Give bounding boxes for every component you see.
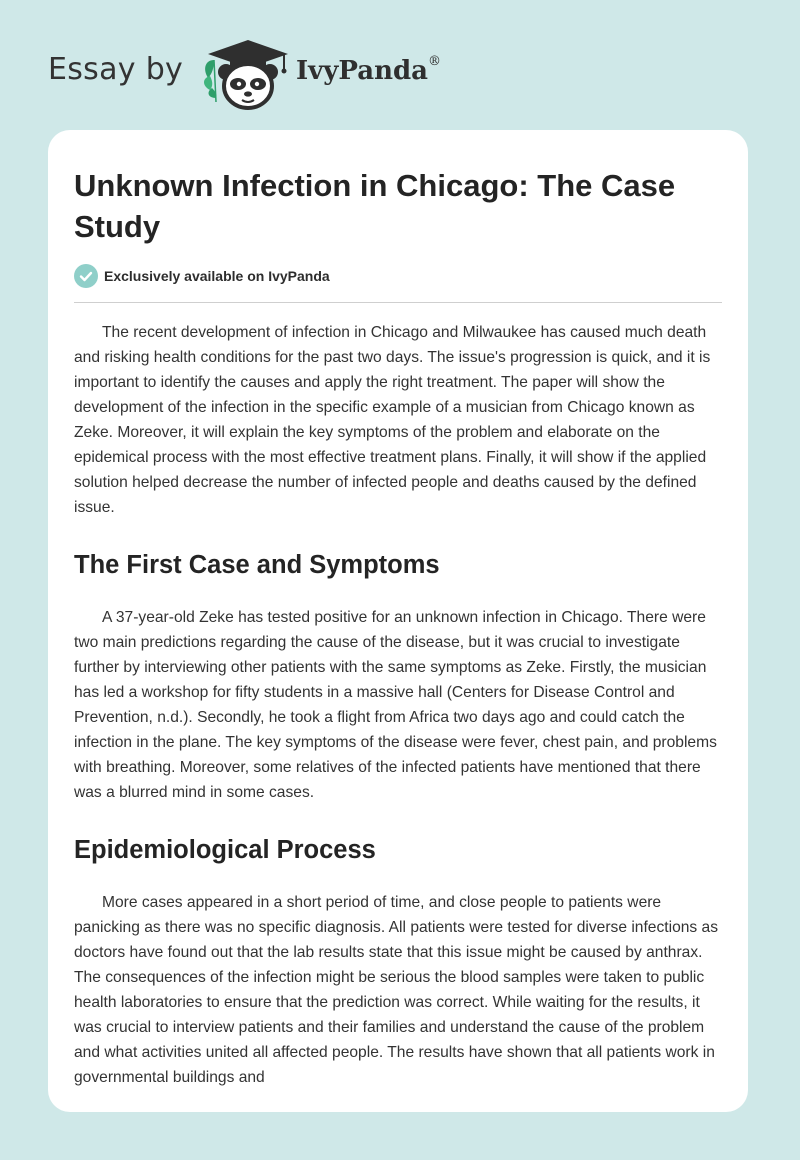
brand-label: IvyPanda bbox=[296, 56, 429, 86]
section-heading-epidemiological: Epidemiological Process bbox=[74, 836, 376, 864]
essay-by-label: Essay by bbox=[48, 52, 184, 87]
panda-logo-icon[interactable] bbox=[200, 38, 296, 110]
article-card bbox=[48, 130, 748, 1112]
section-heading-first-case: The First Case and Symptoms bbox=[74, 551, 440, 579]
intro-paragraph: The recent development of infection in Chicago and Milwaukee has caused much death and risking health conditions for the past two days. The issue's progression is quick, and it is important to identify the causes and apply the right treatment. The paper will show the development of the infection in the specific example of a musician from Chicago known as Zeke. Moreover, it will explain the key symptoms of the problem and elaborate on the epidemical process with the most effective treatment plans. Finally, it will show if the applied solution helped decrease the number of infected people and deaths caused by the defined issue. bbox=[74, 324, 711, 516]
check-circle-icon bbox=[74, 264, 98, 288]
brand-name[interactable] bbox=[296, 56, 441, 86]
exclusive-badge bbox=[74, 263, 330, 289]
exclusive-label: Exclusively available on IvyPanda bbox=[104, 268, 330, 284]
registered-mark: ® bbox=[428, 54, 442, 69]
first-case-paragraph: A 37-year-old Zeke has tested positive for an unknown infection in Chicago. There were two main predictions regarding the cause of the disease, but it was crucial to investigate further by interviewing other patients with the same symptoms as Zeke. Firstly, the musician has led a workshop for fifty students in a massive hall (Centers for Disease Control and Prevention, n.d.). Secondly, he took a flight from Africa two days ago and could catch the infection in the plane. The key symptoms of the disease were fever, chest pain, and problems with breathing. Moreover, some relatives of the infected patients have mentioned that there was a blurred mind in some cases. bbox=[74, 609, 717, 801]
article-title: Unknown Infection in Chicago: The Case Study bbox=[74, 168, 676, 244]
title-divider bbox=[74, 302, 722, 303]
site-header bbox=[0, 0, 800, 130]
article-content bbox=[74, 320, 724, 1090]
epidemiological-paragraph: More cases appeared in a short period of time, and close people to patients were panicking as there was no specific diagnosis. All patients were tested for diverse infections as doctors have found out that the lab results state that this issue might be caused by anthrax. The consequences of the infection might be serious the blood samples were taken to public health laboratories to ensure that the prediction was correct. While waiting for the results, it was crucial to interview patients and their families and understand the cause of the problem and what activities united all affected people. The results have shown that all patients work in governmental buildings and bbox=[74, 894, 719, 1086]
